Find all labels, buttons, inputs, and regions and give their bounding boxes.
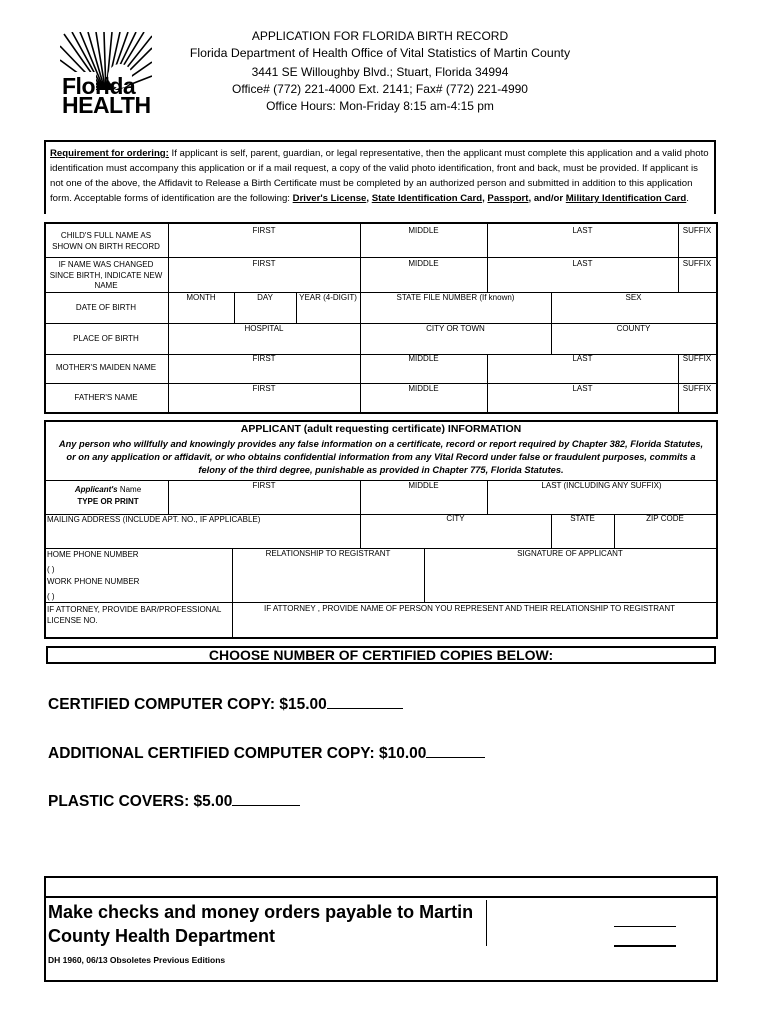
caption-middle: MIDDLE (408, 354, 439, 363)
caption-last: LAST (572, 226, 593, 235)
label-applicant-name (50, 485, 166, 495)
office-use-bar (44, 876, 718, 898)
caption-first: FIRST (252, 226, 276, 235)
new-middle-name-field[interactable] (361, 269, 486, 291)
signature-field[interactable] (425, 561, 715, 601)
caption-day: DAY (257, 293, 273, 302)
id-end: . (686, 193, 689, 204)
payable-to-notice: Make checks and money orders payable to Martin County Health Department (48, 902, 474, 946)
caption-applicant-middle: MIDDLE (408, 481, 439, 490)
relationship-field[interactable] (233, 561, 423, 601)
new-suffix-field[interactable] (679, 269, 715, 291)
id-military-card: Military Identification Card (565, 193, 687, 204)
father-first-name-field[interactable] (169, 395, 359, 411)
choose-copies-banner: CHOOSE NUMBER OF CERTIFIED COPIES BELOW: (46, 646, 716, 664)
caption-zip-code: ZIP CODE (646, 514, 684, 523)
applicant-first-name-field[interactable] (169, 492, 359, 513)
requirement-text: If applicant is self, parent, guardian, or legal representative, then the applicant must complete this application and a valid photo identification must accompany this application or if a mail request, a copy of the valid photo identification, front and back, must be provided. If applicant is not one of the above, the Affidavit to Release a Birth Certificate must be completed by an authorized person and submitted in addition to this application form. Acceptable forms of identification are the following: (50, 148, 709, 204)
birth-year-field[interactable] (297, 304, 359, 322)
label-work-phone: WORK PHONE NUMBER (47, 577, 140, 586)
applicant-middle-name-field[interactable] (361, 492, 486, 513)
work-phone-area-code[interactable]: ( ) (47, 592, 55, 601)
caption-city-or-town: CITY OR TOWN (426, 324, 485, 333)
applicant-last-name-field[interactable] (488, 492, 715, 513)
father-suffix-field[interactable] (679, 395, 715, 411)
fee-additional-copy-label: ADDITIONAL CERTIFIED COMPUTER COPY: $10.00 (48, 745, 427, 762)
mother-last-name-field[interactable] (488, 365, 677, 382)
mother-suffix-field[interactable] (679, 365, 715, 382)
plastic-covers-qty-line[interactable] (232, 791, 300, 806)
attorney-license-field[interactable] (46, 626, 231, 636)
mother-first-name-field[interactable] (169, 365, 359, 382)
county-field[interactable] (552, 335, 715, 353)
caption-suffix: SUFFIX (682, 384, 712, 393)
false-info-warning-line3: felony of the third degree, punishable as provided in Chapter 775, Florida Statutes. (198, 465, 564, 475)
certified-copy-qty-line[interactable] (327, 694, 403, 709)
new-last-name-field[interactable] (488, 269, 677, 291)
label-type-or-print: TYPE OR PRINT (77, 497, 139, 506)
label-home-phone: HOME PHONE NUMBER (47, 550, 139, 559)
label-place-of-birth: PLACE OF BIRTH (73, 334, 139, 343)
fee-plastic-covers-label: PLASTIC COVERS: $5.00 (48, 793, 233, 810)
applicant-state-field[interactable] (552, 526, 613, 547)
id-sep: , (482, 193, 488, 204)
fee-additional-copy (48, 743, 485, 763)
city-or-town-field[interactable] (361, 335, 550, 353)
caption-applicant-first: FIRST (252, 481, 276, 490)
office-hours: Office Hours: Mon-Friday 8:15 am-4:15 pm (266, 99, 494, 113)
child-suffix-field[interactable] (679, 235, 715, 256)
caption-state: STATE (570, 514, 595, 523)
caption-month: MONTH (186, 293, 216, 302)
caption-suffix: SUFFIX (682, 226, 712, 235)
attorney-represented-field[interactable] (233, 616, 715, 636)
birth-record-table (44, 222, 718, 414)
child-last-name-field[interactable] (488, 235, 677, 256)
caption-relationship: RELATIONSHIP TO REGISTRANT (265, 549, 391, 558)
hospital-field[interactable] (169, 335, 359, 353)
caption-last: LAST (572, 354, 593, 363)
footer-left-border (44, 898, 46, 982)
caption-applicant-last: LAST (INCLUDING ANY SUFFIX) (541, 481, 662, 490)
false-info-warning-line1: Any person who willfully and knowingly provides any false information on a certificate, record or report required by Chapter 382, Florida Statutes, (58, 439, 704, 449)
id-sep: , (366, 193, 372, 204)
applicant-city-field[interactable] (361, 526, 550, 547)
additional-copy-qty-line[interactable] (426, 743, 485, 758)
fee-certified-copy (48, 694, 403, 714)
id-state-card: State Identification Card (371, 193, 483, 204)
home-phone-area-code[interactable]: ( ) (47, 565, 55, 574)
footer-right-border (716, 898, 718, 982)
caption-county: COUNTY (616, 324, 651, 333)
form-id: DH 1960, 06/13 Obsoletes Previous Editions (48, 955, 226, 965)
birth-day-field[interactable] (235, 304, 295, 322)
amount-line-1[interactable] (614, 926, 676, 927)
state-file-number-field[interactable] (361, 304, 550, 322)
caption-city: CITY (446, 514, 465, 523)
caption-suffix: SUFFIX (682, 354, 712, 363)
label-attorney-bar-license: IF ATTORNEY, PROVIDE BAR/PROFESSIONAL LICENSE NO. (47, 605, 221, 625)
new-first-name-field[interactable] (169, 269, 359, 291)
caption-year: YEAR (4-DIGIT) (299, 293, 357, 302)
applicant-section-title: APPLICANT (adult requesting certificate) INFORMATION (240, 423, 522, 435)
id-passport: Passport (487, 193, 529, 204)
label-mothers-maiden-name: MOTHER'S MAIDEN NAME (55, 363, 157, 372)
amount-line-2[interactable] (614, 945, 676, 947)
caption-signature: SIGNATURE OF APPLICANT (517, 549, 623, 558)
id-sep: , and/or (528, 193, 566, 204)
caption-first: FIRST (252, 354, 276, 363)
caption-state-file-number: STATE FILE NUMBER (If known) (396, 293, 515, 302)
false-info-warning-line2: or on any application or affidavit, or who obtains confidential information from any Vital Record under false or fraudulent purposes, commits a (66, 452, 696, 462)
caption-hospital: HOSPITAL (244, 324, 284, 333)
fee-certified-copy-label: CERTIFIED COMPUTER COPY: $15.00 (48, 696, 327, 713)
footer-bottom-border (44, 980, 718, 982)
label-attorney-represented-person: IF ATTORNEY , PROVIDE NAME OF PERSON YOU REPRESENT AND THEIR RELATIONSHIP TO REGISTRANT (264, 604, 676, 613)
mailing-address-field[interactable] (46, 526, 359, 547)
caption-middle: MIDDLE (408, 384, 439, 393)
requirement-notice (44, 140, 716, 214)
fee-plastic-covers (48, 791, 300, 811)
child-first-name-field[interactable] (169, 235, 359, 256)
caption-first: FIRST (252, 384, 276, 393)
logo-word-health: HEALTH (62, 92, 151, 118)
label-applicant-name-b: Name (117, 485, 142, 494)
caption-first: FIRST (252, 259, 276, 268)
birth-month-field[interactable] (169, 304, 233, 322)
father-last-name-field[interactable] (488, 395, 677, 411)
label-fathers-name: FATHER'S NAME (74, 393, 138, 402)
caption-last: LAST (572, 259, 593, 268)
child-middle-name-field[interactable] (361, 235, 486, 256)
label-name-changed: IF NAME WAS CHANGED SINCE BIRTH, INDICATE NEW NAME (49, 260, 163, 290)
caption-sex: SEX (625, 293, 642, 302)
caption-last: LAST (572, 384, 593, 393)
florida-health-logo (60, 32, 152, 116)
id-drivers-license: Driver's License (292, 193, 367, 204)
requirement-lead: Requirement for ordering: (50, 148, 169, 159)
form-title: APPLICATION FOR FLORIDA BIRTH RECORD (251, 29, 509, 43)
caption-middle: MIDDLE (408, 259, 439, 268)
label-applicant-name-a: Applicant's (74, 485, 118, 494)
logo-word-florida: Florida (62, 73, 136, 99)
label-mailing-address: MAILING ADDRESS (INCLUDE APT. NO., IF APPLICABLE) (47, 515, 261, 524)
sex-field[interactable] (552, 304, 715, 322)
caption-middle: MIDDLE (408, 226, 439, 235)
label-childs-full-name: CHILD'S FULL NAME AS SHOWN ON BIRTH RECORD (52, 231, 160, 251)
label-date-of-birth: DATE OF BIRTH (75, 303, 137, 312)
mother-middle-name-field[interactable] (361, 365, 486, 382)
office-address: 3441 SE Willoughby Blvd.; Stuart, Florida 34994 (251, 65, 509, 79)
footer-divider (486, 900, 487, 946)
department-name: Florida Department of Health Office of Vital Statistics of Martin County (189, 46, 571, 60)
caption-suffix: SUFFIX (682, 259, 712, 268)
applicant-zip-field[interactable] (615, 526, 715, 547)
father-middle-name-field[interactable] (361, 395, 486, 411)
office-phone: Office# (772) 221-4000 Ext. 2141; Fax# (772) 221-4990 (232, 82, 528, 96)
